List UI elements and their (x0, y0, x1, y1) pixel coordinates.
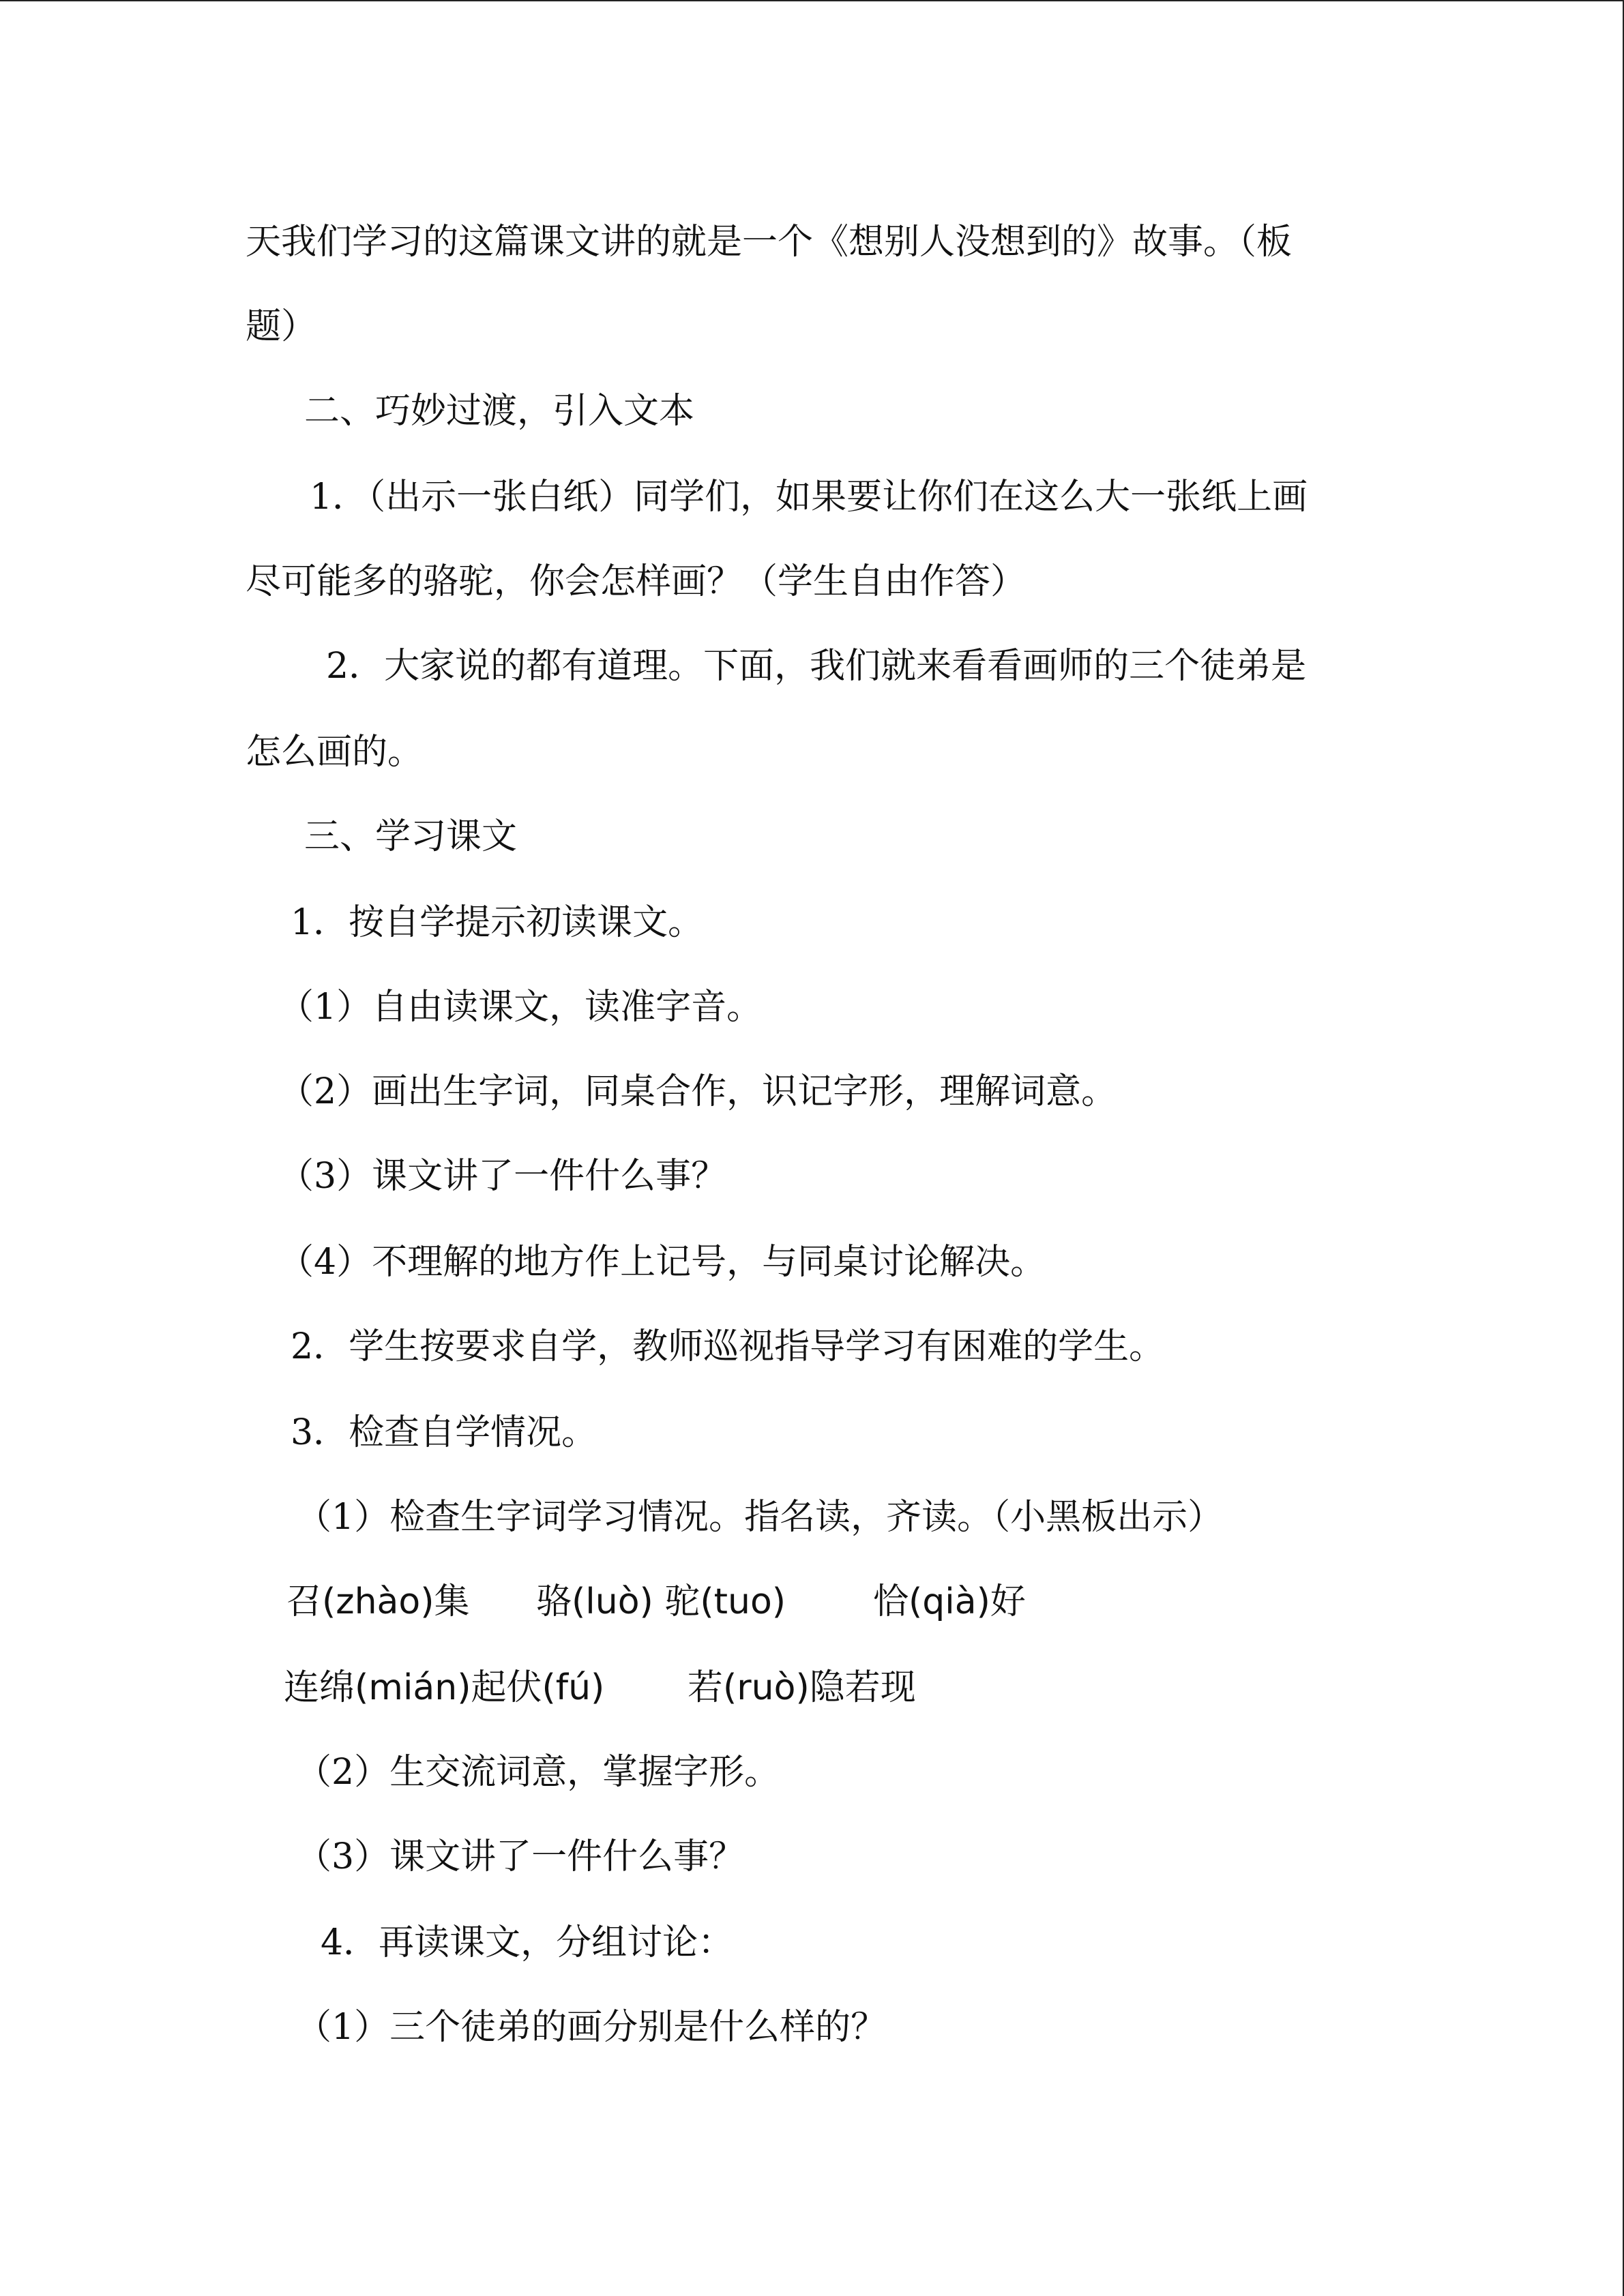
text-line: 1．（出示一张白纸）同学们，如果要让你们在这么大一张纸上画 (310, 477, 1308, 518)
vocab-word: 连绵(mián)起伏(fú) (284, 1667, 605, 1708)
text-line: （4）不理解的地方作上记号，与同桌讨论解决。 (278, 1242, 1046, 1283)
text-line: 3．检查自学情况。 (291, 1412, 597, 1453)
text-line: 怎么画的。 (246, 732, 424, 773)
text-line: （2）生交流词意，掌握字形。 (296, 1752, 780, 1793)
text-line: 4．再读课文，分组讨论： (321, 1922, 734, 1963)
vocab-word: 召(zhào)集 (286, 1581, 470, 1622)
section-heading: 三、学习课文 (304, 816, 518, 857)
text-line: 题） (246, 306, 317, 347)
text-line: （1）检查生字词学习情况。指名读，齐读。（小黑板出示） (296, 1497, 1224, 1538)
text-line: （1）三个徒弟的画分别是什么样的？ (296, 2007, 887, 2048)
text-line: 天我们学习的这篇课文讲的就是一个《想别人没想到的》故事。（板 (246, 222, 1293, 263)
text-line: 2．学生按要求自学，教师巡视指导学习有困难的学生。 (291, 1326, 1165, 1367)
text-line: 尽可能多的骆驼，你会怎样画？（学生自由作答） (246, 561, 1027, 602)
section-heading: 二、巧妙过渡，引入文本 (304, 391, 695, 432)
text-line: （3）课文讲了一件什么事？ (296, 1836, 745, 1877)
vocab-word: 骆(luò) 驼(tuo) (536, 1581, 786, 1622)
vocab-word: 恰(qià)好 (873, 1581, 1026, 1622)
text-line: （1）自由读课文，读准字音。 (278, 987, 763, 1028)
text-line: 2．大家说的都有道理。下面，我们就来看看画师的三个徒弟是 (326, 646, 1307, 687)
text-line: （3）课文讲了一件什么事？ (278, 1156, 727, 1197)
text-line: 1．按自学提示初读课文。 (291, 902, 704, 943)
vocab-word: 若(ruò)隐若现 (688, 1667, 916, 1708)
text-line: （2）画出生字词，同桌合作，识记字形，理解词意。 (278, 1071, 1117, 1112)
